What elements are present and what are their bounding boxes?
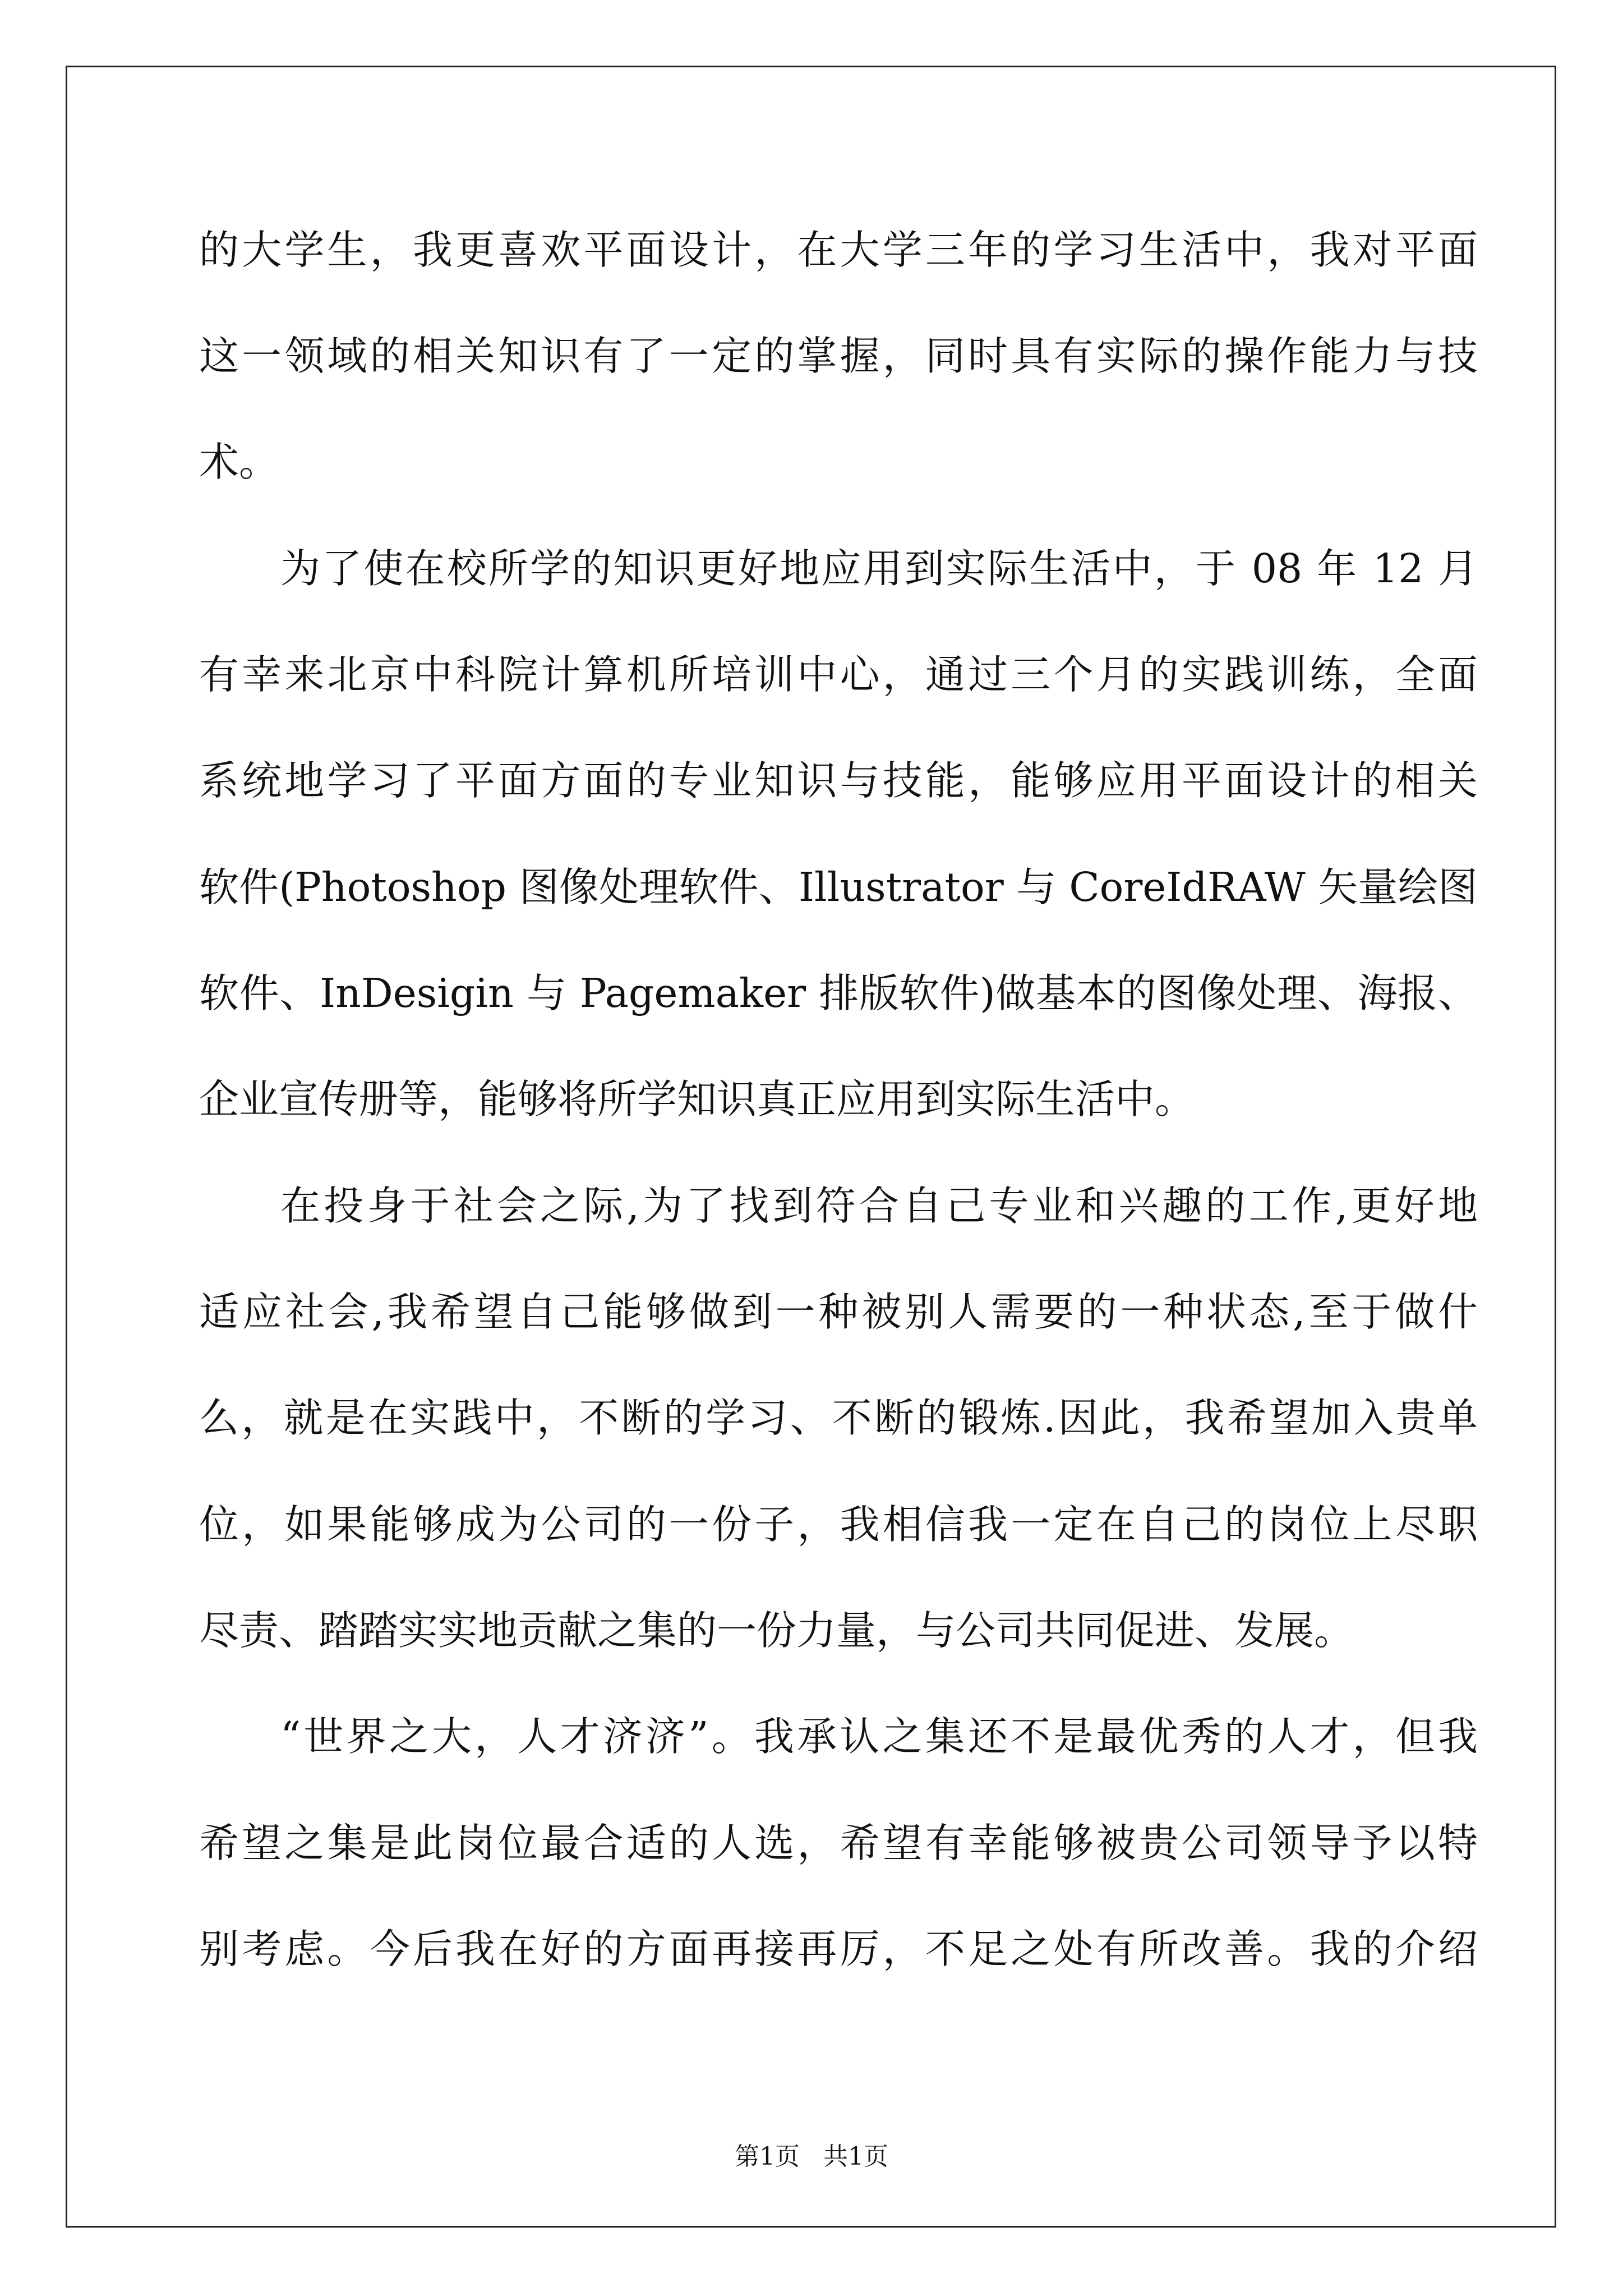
text-line-2: 这一领域的相关知识有了一定的掌握，同时具有实际的操作能力与技 [199, 333, 1478, 379]
text-line-17: 别考虑。今后我在好的方面再接再厉，不足之处有所改善。我的介绍 [199, 1926, 1478, 1972]
text-line-9: 企业宣传册等，能够将所学知识真正应用到实际生活中。 [199, 1076, 1195, 1122]
text-line-12: 么，就是在实践中，不断的学习、不断的锻炼.因此，我希望加入贵单 [199, 1395, 1478, 1441]
page-border [66, 66, 1556, 2228]
text-line-8: 软件、InDesigin 与 Pagemaker 排版软件)做基本的图像处理、海报、 [199, 970, 1478, 1016]
text-line-3: 术。 [199, 439, 279, 485]
page-footer: 第1页 共1页 [735, 2142, 888, 2171]
text-line-6: 系统地学习了平面方面的专业知识与技能，能够应用平面设计的相关 [199, 757, 1478, 804]
text-line-10: 在投身于社会之际,为了找到符合自己专业和兴趣的工作,更好地 [280, 1182, 1478, 1229]
text-line-4: 为了使在校所学的知识更好地应用到实际生活中，于 08 年 12 月 [280, 545, 1478, 592]
text-line-13: 位，如果能够成为公司的一份子，我相信我一定在自己的岗位上尽职 [199, 1501, 1478, 1548]
text-line-7: 软件(Photoshop 图像处理软件、Illustrator 与 CoreIdRAW 矢量绘图 [199, 864, 1478, 910]
text-line-16: 希望之集是此岗位最合适的人选，希望有幸能够被贵公司领导予以特 [199, 1820, 1478, 1866]
text-line-1: 的大学生，我更喜欢平面设计，在大学三年的学习生活中，我对平面 [199, 227, 1478, 273]
text-line-11: 适应社会,我希望自己能够做到一种被别人需要的一种状态,至于做什 [199, 1289, 1478, 1335]
text-line-14: 尽责、踏踏实实地贡献之集的一份力量，与公司共同促进、发展。 [199, 1607, 1354, 1654]
text-line-5: 有幸来北京中科院计算机所培训中心，通过三个月的实践训练，全面 [199, 651, 1478, 698]
text-line-15: “世界之大，人才济济”。我承认之集还不是最优秀的人才，但我 [280, 1713, 1478, 1760]
